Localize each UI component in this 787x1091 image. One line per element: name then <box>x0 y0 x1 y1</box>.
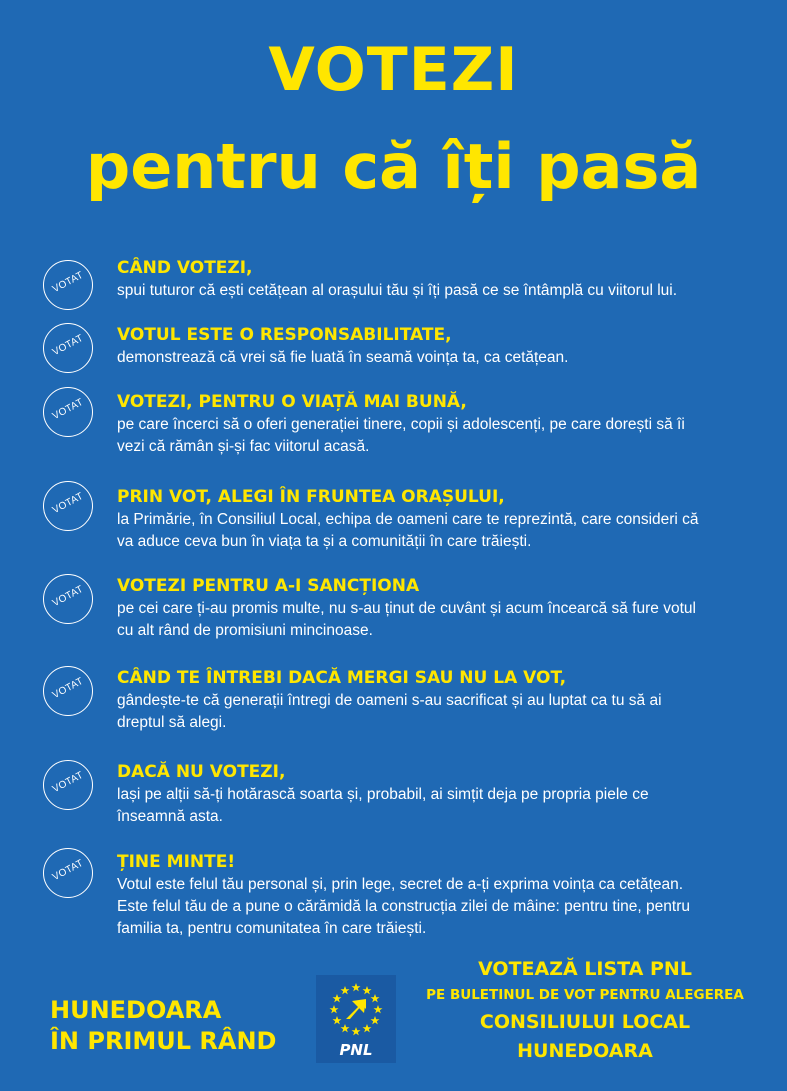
slogan-line-2: ÎN PRIMUL RÂND <box>50 1027 277 1055</box>
item-text: demonstrează că vrei să fie luată în seamă voința ta, ca cetățean. <box>117 349 569 366</box>
item-heading: CÂND VOTEZI, <box>117 258 253 278</box>
votat-stamp-icon: VOTAT <box>43 387 93 437</box>
item-text: pe care încerci să o oferi generației tinere, copii și adolescenți, pe care dorești să îi vezi că rămân și-și fac viitorul acasă. <box>117 416 685 455</box>
votat-stamp-icon: VOTAT <box>43 760 93 810</box>
item-heading: ȚINE MINTE! <box>117 852 236 872</box>
votat-stamp-icon: VOTAT <box>43 666 93 716</box>
main-subtitle: pentru că îți pasă <box>85 130 702 203</box>
item-heading: CÂND TE ÎNTREBI DACĂ MERGI SAU NU LA VOT, <box>117 668 567 688</box>
votat-stamp-icon: VOTAT <box>43 848 93 898</box>
item-text: Votul este felul tău personal și, prin lege, secret de a-ți exprima voința ca cetățean. Este felul tău de a pune o cărămidă la construcția zilei de mâine: pentru tine, pentru familia ta, pentru comunitatea în care trăiești. <box>117 876 690 937</box>
votat-stamp-icon: VOTAT <box>43 574 93 624</box>
cta-line-2: PE BULETINUL DE VOT PENTRU ALEGEREA <box>426 987 744 1003</box>
item-heading: VOTEZI PENTRU A-I SANCȚIONA <box>117 576 420 596</box>
item-heading: VOTEZI, PENTRU O VIAȚĂ MAI BUNĂ, <box>117 392 467 412</box>
votat-stamp-icon: VOTAT <box>43 481 93 531</box>
cta-line-4: HUNEDOARA <box>517 1040 653 1062</box>
item-text: la Primărie, în Consiliul Local, echipa de oameni care te reprezintă, care consideri că va aduce ceva bun în viața ta și a comunității în care trăiești. <box>117 511 699 550</box>
item-heading: VOTUL ESTE O RESPONSABILITATE, <box>117 325 452 345</box>
item-text: spui tuturor că ești cetățean al orașului tău și îți pasă ce se întâmplă cu viitorul lui. <box>117 282 678 299</box>
slogan-line-1: HUNEDOARA <box>50 996 222 1024</box>
item-text: pe cei care ți-au promis multe, nu s-au ținut de cuvânt și acum încearcă să fure votul cu alt rând de promisiuni mincinoase. <box>117 600 696 639</box>
item-heading: PRIN VOT, ALEGI ÎN FRUNTEA ORAȘULUI, <box>117 487 505 507</box>
votat-stamp-icon: VOTAT <box>43 260 93 310</box>
main-title: VOTEZI <box>268 35 519 105</box>
cta-line-3: CONSILIULUI LOCAL <box>479 1011 691 1033</box>
cta-line-1: VOTEAZĂ LISTA PNL <box>478 958 692 980</box>
pnl-logo <box>316 975 396 1063</box>
pnl-logo-text: PNL <box>339 1041 373 1059</box>
item-text: lași pe alții să-ți hotărască soarta și, probabil, ai simțit deja pe propria piele ce înseamnă asta. <box>117 786 649 825</box>
votat-stamp-icon: VOTAT <box>43 323 93 373</box>
item-heading: DACĂ NU VOTEZI, <box>117 762 286 782</box>
item-text: gândește-te că generații întregi de oameni s-au sacrificat și au luptat ca tu să ai dreptul să alegi. <box>117 692 662 731</box>
